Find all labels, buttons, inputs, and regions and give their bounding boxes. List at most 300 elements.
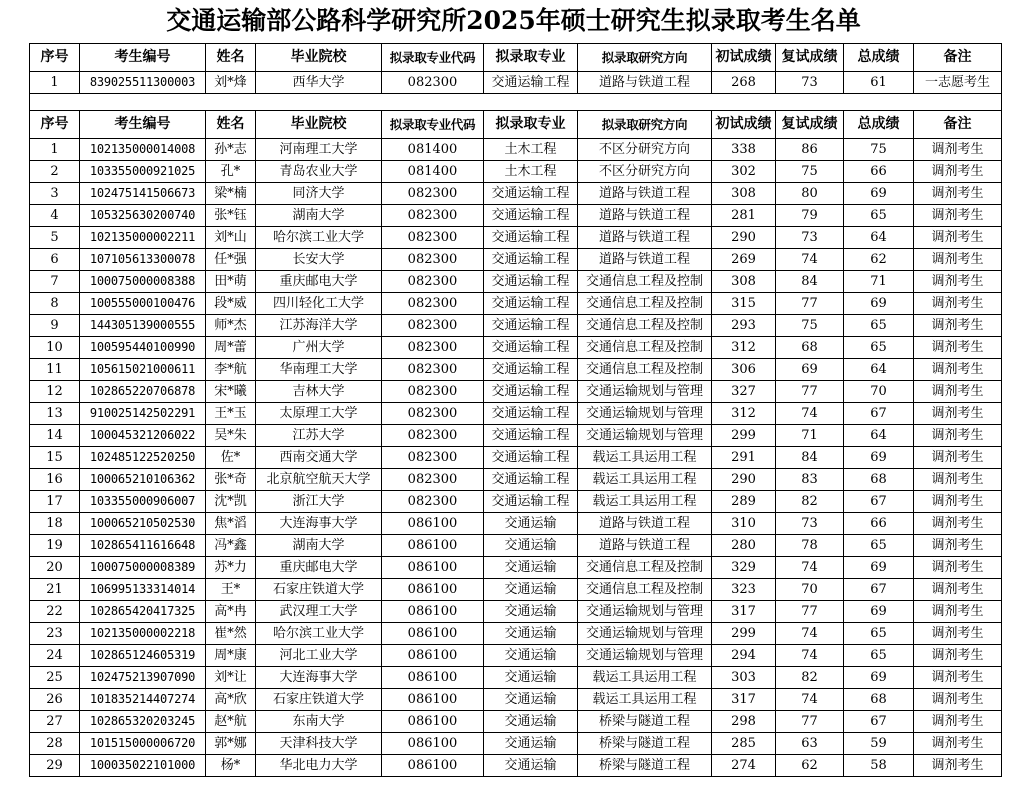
cell-major: 交通运输 (484, 711, 578, 733)
cell-school: 浙江大学 (256, 491, 382, 513)
cell-prelim-score: 269 (712, 249, 776, 271)
cell-candidate-id: 100045321206022 (80, 425, 206, 447)
cell-retest-score: 75 (776, 161, 844, 183)
cell-serial: 9 (30, 315, 80, 337)
cell-major-code: 082300 (382, 183, 484, 205)
table-row (30, 535, 1002, 557)
table-row (30, 161, 1002, 183)
cell-direction: 交通运输规划与管理 (578, 381, 712, 403)
cell-direction: 桥梁与隧道工程 (578, 711, 712, 733)
cell-retest-score: 75 (776, 315, 844, 337)
cell-remark: 调剂考生 (914, 337, 1002, 359)
cell-total-score: 66 (844, 513, 914, 535)
cell-major-code: 086100 (382, 513, 484, 535)
cell-serial: 29 (30, 755, 80, 777)
cell-school: 大连海事大学 (256, 667, 382, 689)
cell-school: 湖南大学 (256, 205, 382, 227)
table-row (30, 337, 1002, 359)
cell-name: 冯*鑫 (206, 535, 256, 557)
cell-total-score: 61 (844, 72, 914, 94)
cell-prelim-score: 323 (712, 579, 776, 601)
header-major-code: 拟录取专业代码 (382, 111, 484, 139)
cell-remark: 调剂考生 (914, 557, 1002, 579)
cell-serial: 13 (30, 403, 80, 425)
cell-candidate-id: 100555000100476 (80, 293, 206, 315)
cell-total-score: 65 (844, 315, 914, 337)
cell-name: 刘*山 (206, 227, 256, 249)
cell-major: 交通运输工程 (484, 447, 578, 469)
cell-retest-score: 80 (776, 183, 844, 205)
cell-major: 土木工程 (484, 161, 578, 183)
cell-school: 吉林大学 (256, 381, 382, 403)
cell-candidate-id: 101515000006720 (80, 733, 206, 755)
cell-candidate-id: 103355000921025 (80, 161, 206, 183)
table-row (30, 469, 1002, 491)
header-direction: 拟录取研究方向 (578, 44, 712, 72)
cell-candidate-id: 102865320203245 (80, 711, 206, 733)
cell-prelim-score: 298 (712, 711, 776, 733)
cell-prelim-score: 312 (712, 403, 776, 425)
cell-direction: 载运工具运用工程 (578, 491, 712, 513)
cell-name: 崔*然 (206, 623, 256, 645)
cell-prelim-score: 290 (712, 469, 776, 491)
cell-major-code: 082300 (382, 469, 484, 491)
cell-direction: 交通信息工程及控制 (578, 579, 712, 601)
cell-major-code: 086100 (382, 535, 484, 557)
cell-prelim-score: 306 (712, 359, 776, 381)
cell-direction: 交通信息工程及控制 (578, 557, 712, 579)
cell-total-score: 67 (844, 579, 914, 601)
cell-major: 交通运输工程 (484, 491, 578, 513)
table-row (30, 513, 1002, 535)
cell-total-score: 66 (844, 161, 914, 183)
cell-serial: 5 (30, 227, 80, 249)
cell-total-score: 68 (844, 689, 914, 711)
cell-prelim-score: 302 (712, 161, 776, 183)
table-row (30, 139, 1002, 161)
cell-retest-score: 62 (776, 755, 844, 777)
cell-remark: 调剂考生 (914, 469, 1002, 491)
cell-major-code: 086100 (382, 557, 484, 579)
table-row (30, 205, 1002, 227)
cell-candidate-id: 910025142502291 (80, 403, 206, 425)
cell-prelim-score: 338 (712, 139, 776, 161)
table-row (30, 491, 1002, 513)
cell-direction: 道路与铁道工程 (578, 183, 712, 205)
cell-prelim-score: 280 (712, 535, 776, 557)
cell-prelim-score: 308 (712, 271, 776, 293)
cell-candidate-id: 101835214407274 (80, 689, 206, 711)
cell-major-code: 082300 (382, 403, 484, 425)
cell-remark: 调剂考生 (914, 667, 1002, 689)
cell-candidate-id: 102485122520250 (80, 447, 206, 469)
cell-candidate-id: 102475213907090 (80, 667, 206, 689)
cell-prelim-score: 327 (712, 381, 776, 403)
cell-retest-score: 73 (776, 513, 844, 535)
table-row (30, 227, 1002, 249)
cell-serial: 17 (30, 491, 80, 513)
cell-retest-score: 74 (776, 689, 844, 711)
cell-major-code: 082300 (382, 425, 484, 447)
cell-major-code: 082300 (382, 227, 484, 249)
cell-major-code: 086100 (382, 645, 484, 667)
cell-remark: 调剂考生 (914, 425, 1002, 447)
cell-school: 长安大学 (256, 249, 382, 271)
cell-name: 高*欣 (206, 689, 256, 711)
cell-total-score: 67 (844, 711, 914, 733)
cell-total-score: 75 (844, 139, 914, 161)
cell-name: 梁*楠 (206, 183, 256, 205)
cell-major-code: 082300 (382, 447, 484, 469)
cell-remark: 调剂考生 (914, 645, 1002, 667)
cell-retest-score: 70 (776, 579, 844, 601)
cell-remark: 调剂考生 (914, 733, 1002, 755)
cell-total-score: 65 (844, 535, 914, 557)
cell-major-code: 086100 (382, 689, 484, 711)
table-row (30, 579, 1002, 601)
cell-major-code: 086100 (382, 711, 484, 733)
table-row (30, 733, 1002, 755)
cell-total-score: 65 (844, 645, 914, 667)
cell-name: 王* (206, 579, 256, 601)
table-row (30, 315, 1002, 337)
cell-major-code: 082300 (382, 249, 484, 271)
table-row (30, 447, 1002, 469)
cell-school: 哈尔滨工业大学 (256, 623, 382, 645)
cell-major: 交通运输工程 (484, 227, 578, 249)
cell-direction: 道路与铁道工程 (578, 535, 712, 557)
cell-serial: 7 (30, 271, 80, 293)
separator-cell (30, 94, 1002, 111)
cell-total-score: 69 (844, 183, 914, 205)
cell-major: 交通运输 (484, 557, 578, 579)
cell-major: 交通运输 (484, 733, 578, 755)
cell-retest-score: 73 (776, 72, 844, 94)
cell-prelim-score: 274 (712, 755, 776, 777)
cell-serial: 1 (30, 139, 80, 161)
cell-retest-score: 73 (776, 227, 844, 249)
cell-name: 张*钰 (206, 205, 256, 227)
cell-prelim-score: 303 (712, 667, 776, 689)
cell-retest-score: 84 (776, 447, 844, 469)
cell-retest-score: 82 (776, 667, 844, 689)
table-row (30, 293, 1002, 315)
cell-name: 赵*航 (206, 711, 256, 733)
cell-major: 交通运输工程 (484, 403, 578, 425)
cell-serial: 14 (30, 425, 80, 447)
cell-remark: 调剂考生 (914, 513, 1002, 535)
cell-direction: 道路与铁道工程 (578, 227, 712, 249)
cell-name: 周*康 (206, 645, 256, 667)
cell-major: 交通运输 (484, 623, 578, 645)
cell-name: 孙*志 (206, 139, 256, 161)
table-row (30, 271, 1002, 293)
cell-major: 交通运输工程 (484, 337, 578, 359)
cell-major-code: 086100 (382, 667, 484, 689)
cell-serial: 18 (30, 513, 80, 535)
cell-retest-score: 86 (776, 139, 844, 161)
cell-major: 交通运输 (484, 689, 578, 711)
cell-name: 张*奇 (206, 469, 256, 491)
table-row (30, 689, 1002, 711)
cell-candidate-id: 102135000014008 (80, 139, 206, 161)
cell-total-score: 69 (844, 293, 914, 315)
cell-total-score: 64 (844, 359, 914, 381)
cell-school: 太原理工大学 (256, 403, 382, 425)
cell-retest-score: 74 (776, 623, 844, 645)
cell-school: 华北电力大学 (256, 755, 382, 777)
cell-name: 孔* (206, 161, 256, 183)
cell-prelim-score: 291 (712, 447, 776, 469)
cell-major: 交通运输工程 (484, 381, 578, 403)
cell-name: 焦*滔 (206, 513, 256, 535)
cell-total-score: 65 (844, 337, 914, 359)
cell-serial: 21 (30, 579, 80, 601)
cell-serial: 12 (30, 381, 80, 403)
header-serial: 序号 (30, 111, 80, 139)
cell-candidate-id: 107105613300078 (80, 249, 206, 271)
table-row (30, 667, 1002, 689)
cell-name: 杨* (206, 755, 256, 777)
header-direction: 拟录取研究方向 (578, 111, 712, 139)
separator-row (30, 94, 1002, 111)
cell-serial: 15 (30, 447, 80, 469)
cell-major: 交通运输 (484, 667, 578, 689)
cell-remark: 调剂考生 (914, 139, 1002, 161)
cell-name: 沈*凯 (206, 491, 256, 513)
cell-candidate-id: 100595440100990 (80, 337, 206, 359)
cell-candidate-id: 106995133314014 (80, 579, 206, 601)
cell-major-code: 082300 (382, 359, 484, 381)
cell-major: 交通运输工程 (484, 293, 578, 315)
header-serial: 序号 (30, 44, 80, 72)
cell-candidate-id: 103355000906007 (80, 491, 206, 513)
cell-retest-score: 77 (776, 381, 844, 403)
cell-total-score: 58 (844, 755, 914, 777)
header-school: 毕业院校 (256, 111, 382, 139)
cell-major-code: 086100 (382, 623, 484, 645)
table-row (30, 249, 1002, 271)
cell-retest-score: 79 (776, 205, 844, 227)
header-retest-score: 复试成绩 (776, 44, 844, 72)
cell-remark: 调剂考生 (914, 271, 1002, 293)
cell-school: 江苏海洋大学 (256, 315, 382, 337)
cell-remark: 调剂考生 (914, 535, 1002, 557)
cell-remark: 调剂考生 (914, 359, 1002, 381)
cell-candidate-id: 102135000002218 (80, 623, 206, 645)
cell-remark: 调剂考生 (914, 403, 1002, 425)
cell-total-score: 59 (844, 733, 914, 755)
cell-major: 交通运输工程 (484, 315, 578, 337)
cell-major-code: 086100 (382, 755, 484, 777)
cell-name: 吴*朱 (206, 425, 256, 447)
cell-retest-score: 74 (776, 557, 844, 579)
cell-school: 湖南大学 (256, 535, 382, 557)
header-total-score: 总成绩 (844, 111, 914, 139)
adjusted-header-row (30, 111, 1002, 139)
cell-total-score: 67 (844, 403, 914, 425)
header-prelim-score: 初试成绩 (712, 44, 776, 72)
cell-prelim-score: 294 (712, 645, 776, 667)
table-row (30, 425, 1002, 447)
cell-serial: 3 (30, 183, 80, 205)
cell-retest-score: 69 (776, 359, 844, 381)
table-row (30, 557, 1002, 579)
cell-remark: 调剂考生 (914, 227, 1002, 249)
cell-total-score: 69 (844, 447, 914, 469)
cell-major: 交通运输 (484, 579, 578, 601)
cell-direction: 交通信息工程及控制 (578, 315, 712, 337)
cell-candidate-id: 100065210502530 (80, 513, 206, 535)
cell-name: 田*萌 (206, 271, 256, 293)
table-row (30, 601, 1002, 623)
cell-name: 苏*力 (206, 557, 256, 579)
cell-serial: 23 (30, 623, 80, 645)
cell-major-code: 082300 (382, 271, 484, 293)
cell-school: 重庆邮电大学 (256, 271, 382, 293)
cell-serial: 2 (30, 161, 80, 183)
cell-retest-score: 84 (776, 271, 844, 293)
cell-candidate-id: 100075000008388 (80, 271, 206, 293)
cell-serial: 22 (30, 601, 80, 623)
cell-major: 交通运输工程 (484, 249, 578, 271)
cell-prelim-score: 281 (712, 205, 776, 227)
cell-retest-score: 77 (776, 293, 844, 315)
cell-total-score: 71 (844, 271, 914, 293)
cell-serial: 4 (30, 205, 80, 227)
cell-major: 交通运输工程 (484, 425, 578, 447)
cell-remark: 调剂考生 (914, 601, 1002, 623)
cell-school: 同济大学 (256, 183, 382, 205)
cell-major-code: 086100 (382, 733, 484, 755)
cell-direction: 交通运输规划与管理 (578, 403, 712, 425)
cell-name: 周*蕾 (206, 337, 256, 359)
header-name: 姓名 (206, 44, 256, 72)
cell-retest-score: 68 (776, 337, 844, 359)
cell-direction: 交通运输规划与管理 (578, 425, 712, 447)
cell-prelim-score: 299 (712, 623, 776, 645)
header-candidate-id: 考生编号 (80, 44, 206, 72)
cell-remark: 调剂考生 (914, 183, 1002, 205)
cell-prelim-score: 285 (712, 733, 776, 755)
cell-name: 任*强 (206, 249, 256, 271)
cell-school: 天津科技大学 (256, 733, 382, 755)
table-row (30, 623, 1002, 645)
cell-retest-score: 82 (776, 491, 844, 513)
cell-school: 西华大学 (256, 72, 382, 94)
table-row (30, 183, 1002, 205)
cell-name: 师*杰 (206, 315, 256, 337)
cell-remark: 调剂考生 (914, 689, 1002, 711)
cell-prelim-score: 317 (712, 689, 776, 711)
cell-prelim-score: 312 (712, 337, 776, 359)
cell-direction: 交通运输规划与管理 (578, 645, 712, 667)
cell-school: 哈尔滨工业大学 (256, 227, 382, 249)
cell-major-code: 082300 (382, 315, 484, 337)
cell-serial: 1 (30, 72, 80, 94)
cell-major: 交通运输工程 (484, 359, 578, 381)
cell-name: 宋*曦 (206, 381, 256, 403)
table-row (30, 72, 1002, 94)
cell-remark: 调剂考生 (914, 579, 1002, 601)
cell-candidate-id: 100075000008389 (80, 557, 206, 579)
cell-serial: 28 (30, 733, 80, 755)
cell-retest-score: 77 (776, 711, 844, 733)
cell-name: 刘*让 (206, 667, 256, 689)
cell-total-score: 64 (844, 227, 914, 249)
cell-candidate-id: 105325630200740 (80, 205, 206, 227)
cell-serial: 19 (30, 535, 80, 557)
header-retest-score: 复试成绩 (776, 111, 844, 139)
table-row (30, 381, 1002, 403)
cell-retest-score: 77 (776, 601, 844, 623)
cell-direction: 桥梁与隧道工程 (578, 733, 712, 755)
cell-school: 广州大学 (256, 337, 382, 359)
cell-serial: 24 (30, 645, 80, 667)
cell-remark: 一志愿考生 (914, 72, 1002, 94)
cell-serial: 27 (30, 711, 80, 733)
header-total-score: 总成绩 (844, 44, 914, 72)
cell-retest-score: 74 (776, 403, 844, 425)
cell-prelim-score: 290 (712, 227, 776, 249)
cell-prelim-score: 299 (712, 425, 776, 447)
cell-major-code: 081400 (382, 139, 484, 161)
cell-direction: 道路与铁道工程 (578, 513, 712, 535)
cell-serial: 10 (30, 337, 80, 359)
header-name: 姓名 (206, 111, 256, 139)
cell-school: 石家庄铁道大学 (256, 689, 382, 711)
cell-major: 交通运输工程 (484, 469, 578, 491)
cell-remark: 调剂考生 (914, 315, 1002, 337)
table-row (30, 359, 1002, 381)
cell-retest-score: 63 (776, 733, 844, 755)
cell-major: 交通运输工程 (484, 205, 578, 227)
cell-direction: 道路与铁道工程 (578, 72, 712, 94)
cell-major-code: 082300 (382, 337, 484, 359)
cell-major-code: 086100 (382, 579, 484, 601)
cell-major: 交通运输 (484, 601, 578, 623)
table-row (30, 645, 1002, 667)
cell-school: 大连海事大学 (256, 513, 382, 535)
cell-major-code: 082300 (382, 381, 484, 403)
cell-direction: 载运工具运用工程 (578, 689, 712, 711)
cell-remark: 调剂考生 (914, 623, 1002, 645)
cell-prelim-score: 310 (712, 513, 776, 535)
cell-serial: 26 (30, 689, 80, 711)
cell-major: 土木工程 (484, 139, 578, 161)
cell-direction: 交通信息工程及控制 (578, 359, 712, 381)
cell-major: 交通运输 (484, 513, 578, 535)
cell-total-score: 65 (844, 623, 914, 645)
cell-candidate-id: 100065210106362 (80, 469, 206, 491)
cell-major: 交通运输 (484, 755, 578, 777)
cell-remark: 调剂考生 (914, 249, 1002, 271)
cell-remark: 调剂考生 (914, 293, 1002, 315)
cell-major: 交通运输工程 (484, 271, 578, 293)
cell-school: 江苏大学 (256, 425, 382, 447)
cell-direction: 不区分研究方向 (578, 161, 712, 183)
cell-major: 交通运输 (484, 645, 578, 667)
cell-major-code: 082300 (382, 293, 484, 315)
cell-retest-score: 78 (776, 535, 844, 557)
cell-name: 李*航 (206, 359, 256, 381)
cell-major-code: 086100 (382, 601, 484, 623)
cell-serial: 6 (30, 249, 80, 271)
header-remark: 备注 (914, 111, 1002, 139)
cell-total-score: 67 (844, 491, 914, 513)
cell-serial: 25 (30, 667, 80, 689)
cell-major-code: 082300 (382, 205, 484, 227)
